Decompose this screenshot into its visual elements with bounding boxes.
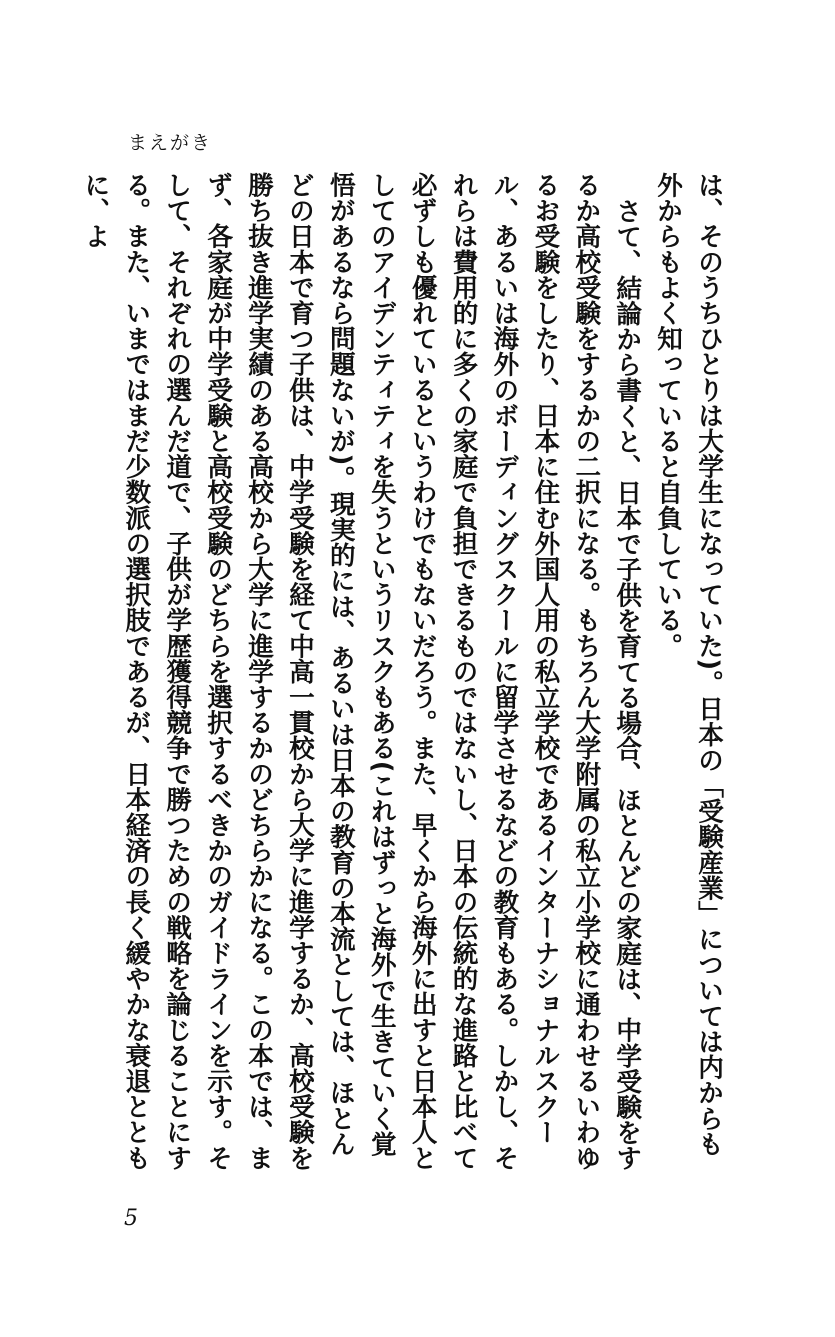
- page-number: 5: [124, 1206, 138, 1231]
- paragraph-continued: は、そのうちひとりは大学生になっていた)。日本の「受験産業」については内からも外からもよく知っていると自負している。: [653, 172, 724, 1157]
- body-text: [80, 172, 729, 1182]
- running-head: まえがき: [128, 132, 213, 154]
- paragraph: さて、結論から書くと、日本で子供を育てる場合、ほとんどの家庭は、中学受験をするか高校受験をするかの二択になる。もちろん大学附属の私立小学校に通わせるいわゆるお受験をしたり、日本に住む外国人用の私立学校であるインターナショナルスクール、あるいは海外のボーディングスクールに留学させるなどの教育もある。しかし、それらは費用的に多くの家庭で負担できるものではないし、日本の伝統的な進路と比べて必ずしも優れているというわけでもないだろう。また、早くから海外に出すと日本人としてのアイデンティティを失うというリスクもある(これはずっと海外で生きていく覚悟があるなら問題ないが)。現実的には、あるいは日本の教育の本流としては、ほとんどの日本で育つ子供は、中学受験を経て中高一貫校から大学に進学するか、高校受験を勝ち抜き進学実績のある高校から大学に進学するかのどちらかになる。この本では、まず、各家庭が中学受験と高校受験のどちらを選択するべきかのガイドラインを示す。そして、それぞれの選んだ道で、子供が学歴獲得競争で勝つための戦略を論じることにする。また、いまではまだ少数派の選択肢であるが、日本経済の長く緩やかな衰退とともに、よ: [80, 172, 643, 1171]
